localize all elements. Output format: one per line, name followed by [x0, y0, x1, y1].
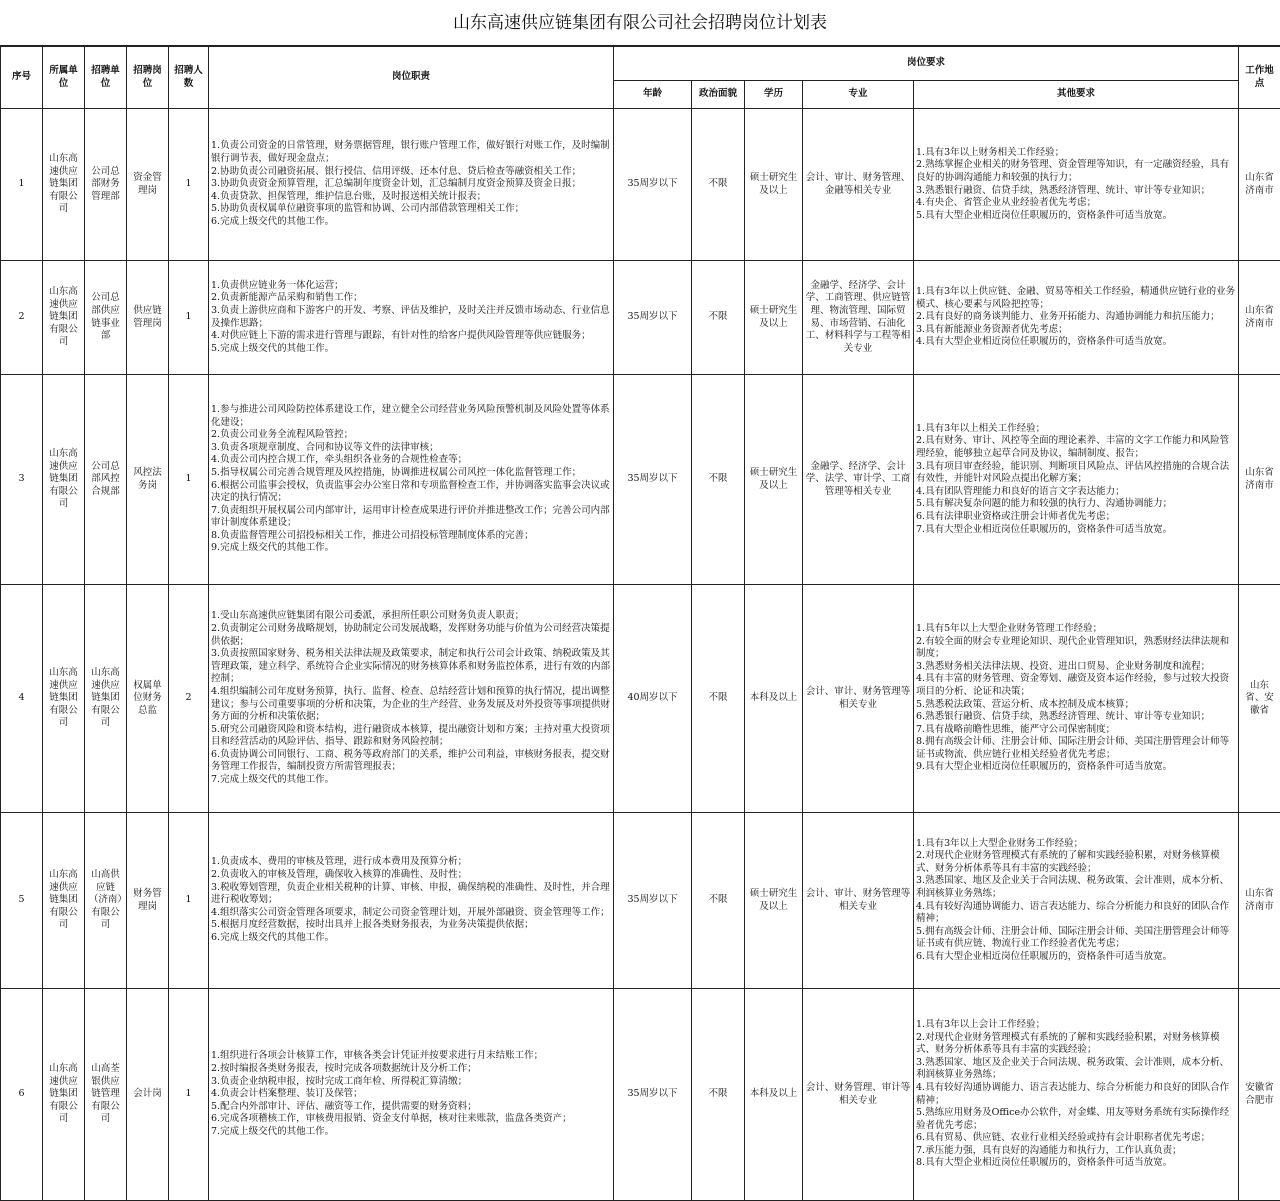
row-edu: 硕士研究生及以上: [745, 109, 803, 261]
row-duties: [209, 261, 614, 375]
requirement-line: 3.熟悉财务相关法律法规、投资、进出口贸易、企业财务制度和流程；: [916, 661, 1236, 674]
requirement-line: 3.熟悉国家、地区及企业关于合同法规、税务政策、会计准则，成本分析、利润核算业务熟练；: [916, 1057, 1236, 1082]
row-political: 不限: [692, 375, 745, 585]
row-duties: [209, 989, 614, 1201]
requirement-line: 3.熟悉银行融资、信贷手续，熟悉经济管理、统计、审计等专业知识；: [916, 185, 1236, 198]
duty-line: 3.负责按照国家财务、税务相关法律法规及政策要求，制定和执行公司会计政策、纳税政策及其管理政策，建立科学、系统符合企业实际情况的财务核算体系和财务监控体系，进行有效的内部控制；: [211, 648, 611, 686]
row-dept: 山东高速供应链集团有限公司: [43, 989, 85, 1201]
row-location: 山东省、安徽省: [1239, 585, 1280, 813]
duty-line: 7.完成上级交代的其他工作。: [211, 774, 611, 787]
requirement-line: 7.具有大型企业相近岗位任职履历的，资格条件可适当放宽。: [916, 524, 1236, 537]
row-unit: 公司总部供应链事业部: [85, 261, 127, 375]
row-count: 1: [169, 813, 209, 989]
duty-line: 1.负责成本、费用的审核及管理，进行成本费用及预算分析；: [211, 856, 611, 869]
requirement-line: 1.具有3年以上会计工作经验；: [916, 1019, 1236, 1032]
duty-line: 3.负责各项规章制度、合同和协议等文件的法律审核；: [211, 442, 611, 455]
requirement-line: 1.具有5年以上大型企业财务管理工作经验；: [916, 623, 1236, 636]
row-count: 1: [169, 989, 209, 1201]
row-location: 山东省济南市: [1239, 375, 1280, 585]
row-unit: 公司总部财务管理部: [85, 109, 127, 261]
duty-line: 2.协助负责公司融资拓展、银行授信、信用评级、还本付息、贷后检查等融资相关工作；: [211, 166, 611, 179]
requirement-line: 1.具有3年以上大型企业财务工作经验；: [916, 838, 1236, 851]
duty-line: 5.指导权属公司完善合规管理及风控措施，协调推进权属公司风控一体化监督管理工作；: [211, 467, 611, 480]
header-major: 专业: [803, 81, 914, 109]
row-dept: 山东高速供应链集团有限公司: [43, 375, 85, 585]
row-edu: 硕士研究生及以上: [745, 813, 803, 989]
requirement-line: 4.具有丰富的财务管理、资金筹划、融资及资本运作经验，参与过较大投资项目的分析、论证和决策；: [916, 673, 1236, 698]
row-political: 不限: [692, 585, 745, 813]
row-major: 会计、审计、财务管理等相关专业: [803, 813, 914, 989]
requirement-line: 3.具有项目审查经验，能识别、判断项目风险点、评估风控措施的合规合法有效性，并能针对风险点提出化解方案；: [916, 461, 1236, 486]
duty-line: 4.组织编制公司年度财务预算，执行、监督、检查、总结经营计划和预算的执行情况，提出调整建议；参与公司重要事项的分析和决策，为企业的生产经营、业务发展及对外投资等事项提供财务方面的分析和决策依据；: [211, 686, 611, 724]
duty-line: 1.参与推进公司风险防控体系建设工作，建立健全公司经营业务风险预警机制及风险处置等体系化建设；: [211, 404, 611, 429]
row-other-requirements: [914, 261, 1239, 375]
row-major: 金融学、经济学、会计学、法学、审计学、工商管理等相关专业: [803, 375, 914, 585]
requirement-line: 5.具有解决复杂问题的能力和较强的执行力、沟通协调能力；: [916, 498, 1236, 511]
requirement-line: 3.熟悉国家、地区及企业关于合同法规、税务政策、会计准则，成本分析、利润核算业务熟练；: [916, 875, 1236, 900]
duty-line: 2.负责收入的审核及管理，确保收入核算的准确性、及时性；: [211, 869, 611, 882]
duty-line: 5.完成上级交代的其他工作。: [211, 343, 611, 356]
recruitment-table: [0, 46, 1280, 1201]
requirement-line: 4.具有较好沟通协调能力、语言表达能力、综合分析能力和良好的团队合作精神；: [916, 901, 1236, 926]
header-age: 年龄: [614, 81, 692, 109]
duty-line: 4.对供应链上下游的需求进行管理与跟踪，有针对性的给客户提供风险管理等供应链服务；: [211, 330, 611, 343]
row-count: 1: [169, 375, 209, 585]
requirement-line: 5.拥有高级会计师、注册会计师、国际注册会计师、美国注册管理会计师等证书或有供应链、物流行业工作经验者优先考虑；: [916, 926, 1236, 951]
row-post: 会计岗: [127, 989, 169, 1201]
duty-line: 6.根据公司监事会授权，负责监事会办公室日常和专项监督检查工作，并协调落实监事会决议或决定的执行情况；: [211, 480, 611, 505]
duty-line: 3.负责企业纳税申报，按时完成工商年检、所得税汇算清缴；: [211, 1076, 611, 1089]
requirement-line: 1.具有3年以上相关工作经验；: [916, 423, 1236, 436]
duty-line: 8.负责监督管理公司招投标相关工作，推进公司招投标管理制度体系的完善；: [211, 530, 611, 543]
row-dept: 山东高速供应链集团有限公司: [43, 585, 85, 813]
row-location: 山东省济南市: [1239, 261, 1280, 375]
row-seq: 5: [1, 813, 43, 989]
row-unit: 山高供应链（济南）有限公司: [85, 813, 127, 989]
row-other-requirements: [914, 109, 1239, 261]
row-location: 山东省济南市: [1239, 813, 1280, 989]
requirement-line: 5.具有大型企业相近岗位任职履历的，资格条件可适当放宽。: [916, 210, 1236, 223]
header-req: 岗位要求: [614, 47, 1239, 81]
duty-line: 3.负责上游供应商和下游客户的开发、考察、评估及维护，及时关注并反馈市场动态、行业信息及操作思路；: [211, 305, 611, 330]
duty-line: 6.完成各项稽核工作，审核费用报销、资金支付单据，核对往来账款，监盘各类资产；: [211, 1113, 611, 1126]
row-other-requirements: [914, 375, 1239, 585]
duty-line: 1.组织进行各项会计核算工作，审核各类会计凭证并按要求进行月末结账工作；: [211, 1050, 611, 1063]
row-edu: 硕士研究生及以上: [745, 375, 803, 585]
row-dept: 山东高速供应链集团有限公司: [43, 813, 85, 989]
requirement-line: 7.承压能力强，具有良好的沟通能力和执行力，工作认真负责；: [916, 1145, 1236, 1158]
row-major: 金融学、经济学、会计学、工商管理、供应链管理、物流管理、国际贸易、市场营销、石油化工、材料科学与工程等相关专业: [803, 261, 914, 375]
duty-line: 6.完成上级交代的其他工作。: [211, 932, 611, 945]
row-unit: 山东高速供应链集团有限公司: [85, 585, 127, 813]
row-location: 安徽省合肥市: [1239, 989, 1280, 1201]
row-edu: 硕士研究生及以上: [745, 261, 803, 375]
row-age: 35周岁以下: [614, 109, 692, 261]
row-post: 供应链管理岗: [127, 261, 169, 375]
row-other-requirements: [914, 989, 1239, 1201]
row-other-requirements: [914, 813, 1239, 989]
requirement-line: 4.具有大型企业相近岗位任职履历的，资格条件可适当放宽。: [916, 336, 1236, 349]
requirement-line: 4.具有较好沟通协调能力、语言表达能力、综合分析能力和良好的团队合作精神；: [916, 1082, 1236, 1107]
row-major: 会计、审计、财务管理、金融等相关专业: [803, 109, 914, 261]
row-political: 不限: [692, 989, 745, 1201]
row-post: 财务管理岗: [127, 813, 169, 989]
row-edu: 本科及以上: [745, 989, 803, 1201]
row-political: 不限: [692, 109, 745, 261]
duty-line: 7.完成上级交代的其他工作。: [211, 1126, 611, 1139]
requirement-line: 6.具有贸易、供应链、农业行业相关经验或持有会计职称者优先考虑；: [916, 1132, 1236, 1145]
row-age: 35周岁以下: [614, 375, 692, 585]
requirement-line: 1.具有3年以上财务相关工作经验；: [916, 147, 1236, 160]
requirement-line: 9.具有大型企业相近岗位任职履历的，资格条件可适当放宽。: [916, 761, 1236, 774]
row-edu: 本科及以上: [745, 585, 803, 813]
row-dept: 山东高速供应链集团有限公司: [43, 261, 85, 375]
header-duty: 岗位职责: [209, 47, 614, 109]
row-count: 2: [169, 585, 209, 813]
row-age: 35周岁以下: [614, 989, 692, 1201]
requirement-line: 2.对现代企业财务管理模式有系统的了解和实践经验积累，对财务核算模式、财务分析体系等具有丰富的实践经验；: [916, 850, 1236, 875]
row-political: 不限: [692, 813, 745, 989]
row-post: 权属单位财务总监: [127, 585, 169, 813]
duty-line: 4.负责贷款、担保管理，维护信息台账，及时报送相关统计报表；: [211, 191, 611, 204]
duty-line: 4.负责公司内控合规工作，牵头组织各业务的合规性检查等；: [211, 454, 611, 467]
requirement-line: 6.熟悉银行融资、信贷手续，熟悉经济管理、统计、审计等专业知识；: [916, 711, 1236, 724]
requirement-line: 8.拥有高级会计师、注册会计师、国际注册会计师、美国注册管理会计师等证书或物流、供应链行业相关经验者优先考虑；: [916, 736, 1236, 761]
row-duties: [209, 585, 614, 813]
duty-line: 1.受山东高速供应链集团有限公司委派，承担所任职公司财务负责人职责；: [211, 610, 611, 623]
page-title: 山东高速供应链集团有限公司社会招聘岗位计划表: [0, 0, 1280, 46]
requirement-line: 5.熟练应用财务及Office办公软件，对金蝶、用友等财务系统有实际操作经验者优先考虑；: [916, 1107, 1236, 1132]
duty-line: 3.协助负责资金预算管理，汇总编制年度资金计划，汇总编制月度资金预算及资金日报；: [211, 178, 611, 191]
row-seq: 2: [1, 261, 43, 375]
duty-line: 9.完成上级交代的其他工作。: [211, 542, 611, 555]
row-count: 1: [169, 109, 209, 261]
table-row: [1, 375, 1280, 585]
row-seq: 4: [1, 585, 43, 813]
duty-line: 2.负责制定公司财务战略规划，协助制定公司发展战略，发挥财务功能与价值为公司经营决策提供依据；: [211, 623, 611, 648]
requirement-line: 6.具有法律职业资格或注册会计师者优先考虑；: [916, 511, 1236, 524]
row-age: 35周岁以下: [614, 261, 692, 375]
duty-line: 5.协助负责权属单位融资事项的监管和协调、公司内部借款管理相关工作；: [211, 203, 611, 216]
header-seq: 序号: [1, 47, 43, 109]
requirement-line: 4.具有团队管理能力和良好的语言文字表达能力；: [916, 486, 1236, 499]
row-dept: 山东高速供应链集团有限公司: [43, 109, 85, 261]
row-location: 山东省济南市: [1239, 109, 1280, 261]
row-duties: [209, 109, 614, 261]
row-duties: [209, 375, 614, 585]
row-post: 资金管理岗: [127, 109, 169, 261]
requirement-line: 2.对现代企业财务管理模式有系统的了解和实践经验积累，对财务核算模式、财务分析体系等具有丰富的实践经验；: [916, 1032, 1236, 1057]
table-row: [1, 585, 1280, 813]
table-row: [1, 261, 1280, 375]
requirement-line: 7.具有战略前瞻性思维，能严守公司保密制度；: [916, 724, 1236, 737]
duty-line: 6.完成上级交代的其他工作。: [211, 216, 611, 229]
row-political: 不限: [692, 261, 745, 375]
duty-line: 4.组织落实公司资金管理各项要求，制定公司资金管理计划，开展外部融资、资金管理等工作；: [211, 907, 611, 920]
header-count: 招聘人数: [169, 47, 209, 109]
table-row: [1, 813, 1280, 989]
requirement-line: 5.熟悉税法政策、营运分析、成本控制及成本核算；: [916, 699, 1236, 712]
row-other-requirements: [914, 585, 1239, 813]
header-dept: 所属单位: [43, 47, 85, 109]
header-political: 政治面貌: [692, 81, 745, 109]
duty-line: 5.研究公司融资风险和资本结构，进行融资成本核算，提出融资计划和方案；主持对重大投资项目和经营活动的风险评估、指导、跟踪和财务风险控制；: [211, 724, 611, 749]
table-row: [1, 109, 1280, 261]
duty-line: 6.负责协调公司同银行、工商、税务等政府部门的关系，维护公司利益，审核财务报表，提交财务管理工作报告，编制投资方所需管理报表；: [211, 749, 611, 774]
requirement-line: 8.具有大型企业相近岗位任职履历的，资格条件可适当放宽。: [916, 1157, 1236, 1170]
duty-line: 2.负责公司业务全流程风险管控；: [211, 429, 611, 442]
requirement-line: 2.具有良好的商务谈判能力、业务开拓能力、沟通协调能力和抗压能力；: [916, 311, 1236, 324]
header-location: 工作地点: [1239, 47, 1280, 109]
duty-line: 3.税收筹划管理，负责企业相关税种的计算、审核、申报，确保纳税的准确性、及时性，并合理进行税收筹划；: [211, 882, 611, 907]
duty-line: 2.按时编报各类财务报表，按时完成各项数据统计及分析工作；: [211, 1063, 611, 1076]
row-seq: 6: [1, 989, 43, 1201]
row-duties: [209, 813, 614, 989]
duty-line: 1.负责供应链业务一体化运营；: [211, 280, 611, 293]
row-unit: 公司总部风控合规部: [85, 375, 127, 585]
row-age: 40周岁以下: [614, 585, 692, 813]
duty-line: 7.负责组织开展权属公司内部审计，运用审计检查成果进行评价并推进整改工作；完善公司内部审计制度体系建设；: [211, 505, 611, 530]
requirement-line: 2.具有财务、审计、风控等全面的理论素养、丰富的文字工作能力和风险管理经验，能够独立起草合同及协议，编制制度、报告；: [916, 435, 1236, 460]
requirement-line: 6.具有大型企业相近岗位任职履历的，资格条件可适当放宽。: [916, 951, 1236, 964]
row-post: 风控法务岗: [127, 375, 169, 585]
row-seq: 1: [1, 109, 43, 261]
row-age: 35周岁以下: [614, 813, 692, 989]
row-major: 会计、审计、财务管理等相关专业: [803, 585, 914, 813]
duty-line: 1.负责公司资金的日常管理，财务票据管理，银行账户管理工作，做好银行对账工作，及时编制银行调节表，做好现金盘点；: [211, 140, 611, 165]
duty-line: 4.负责会计档案整理、装订及保管；: [211, 1088, 611, 1101]
requirement-line: 4.有央企、省管企业从业经验者优先考虑；: [916, 197, 1236, 210]
duty-line: 2.负责新能源产品采购和销售工作；: [211, 292, 611, 305]
header-other: 其他要求: [914, 81, 1239, 109]
header-unit: 招聘单位: [85, 47, 127, 109]
duty-line: 5.配合内外部审计、评估、融资等工作，提供需要的财务资料；: [211, 1101, 611, 1114]
row-major: 会计、财务管理、审计等相关专业: [803, 989, 914, 1201]
requirement-line: 2.有较全面的财会专业理论知识、现代企业管理知识，熟悉财经法律法规和制度；: [916, 636, 1236, 661]
row-seq: 3: [1, 375, 43, 585]
row-count: 1: [169, 261, 209, 375]
header-post: 招聘岗位: [127, 47, 169, 109]
header-edu: 学历: [745, 81, 803, 109]
requirement-line: 1.具有3年以上供应链、金融、贸易等相关工作经验，精通供应链行业的业务模式、核心要素与风险把控等；: [916, 286, 1236, 311]
requirement-line: 2.熟练掌握企业相关的财务管理、资金管理等知识，有一定融资经验，具有良好的协调沟通能力和较强的执行力；: [916, 159, 1236, 184]
table-row: [1, 989, 1280, 1201]
requirement-line: 3.具有新能源业务资源者优先考虑；: [916, 324, 1236, 337]
duty-line: 5.根据月度经营数据，按时出具并上报各类财务报表，为业务决策提供依据；: [211, 919, 611, 932]
row-unit: 山高荃银供应链管理有限公司: [85, 989, 127, 1201]
